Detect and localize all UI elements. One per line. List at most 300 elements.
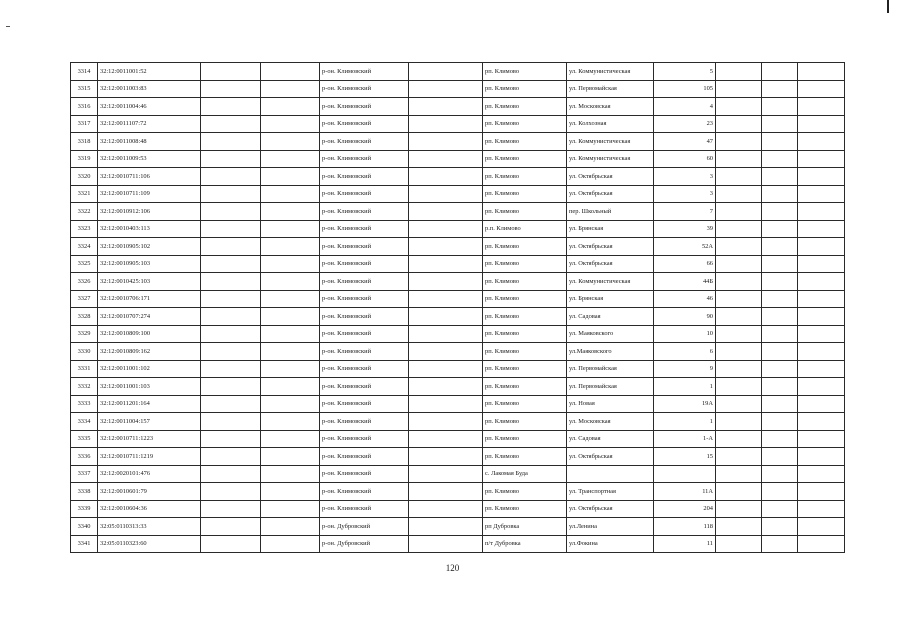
empty-cell <box>201 203 261 221</box>
district-cell: р-он. Климовский <box>320 98 409 116</box>
empty-cell <box>261 430 320 448</box>
empty-cell <box>762 325 798 343</box>
settlement-cell: рп. Климово <box>483 430 567 448</box>
street-cell: ул. Садовая <box>567 430 654 448</box>
empty-cell <box>261 395 320 413</box>
empty-cell <box>762 98 798 116</box>
empty-cell <box>716 168 762 186</box>
empty-cell <box>409 500 483 518</box>
house-number: 204 <box>654 500 716 518</box>
district-cell: р-он. Климовский <box>320 325 409 343</box>
empty-cell <box>762 150 798 168</box>
house-number: 105 <box>654 80 716 98</box>
empty-cell <box>201 255 261 273</box>
house-number: 3 <box>654 168 716 186</box>
empty-cell <box>201 220 261 238</box>
row-number: 3323 <box>71 220 98 238</box>
empty-cell <box>716 98 762 116</box>
empty-cell <box>716 80 762 98</box>
district-cell: р-он. Климовский <box>320 395 409 413</box>
empty-cell <box>409 115 483 133</box>
empty-cell <box>798 168 845 186</box>
empty-cell <box>762 185 798 203</box>
table-row <box>71 483 845 501</box>
empty-cell <box>798 80 845 98</box>
street-cell: ул. Московская <box>567 413 654 431</box>
row-number: 3325 <box>71 255 98 273</box>
district-cell: р-он. Климовский <box>320 185 409 203</box>
empty-cell <box>409 430 483 448</box>
street-cell: ул. Октябрьская <box>567 255 654 273</box>
empty-cell <box>261 98 320 116</box>
settlement-cell: рп. Климово <box>483 63 567 81</box>
empty-cell <box>261 518 320 536</box>
row-number: 3319 <box>71 150 98 168</box>
empty-cell <box>762 168 798 186</box>
row-number: 3332 <box>71 378 98 396</box>
house-number: 39 <box>654 220 716 238</box>
row-number: 3322 <box>71 203 98 221</box>
settlement-cell: с. Лакомая Буда <box>483 465 567 483</box>
empty-cell <box>409 448 483 466</box>
district-cell: р-он. Климовский <box>320 343 409 361</box>
empty-cell <box>798 290 845 308</box>
empty-cell <box>716 465 762 483</box>
table-row <box>71 133 845 151</box>
empty-cell <box>201 360 261 378</box>
street-cell: ул. Октябрьская <box>567 238 654 256</box>
table-row <box>71 98 845 116</box>
district-cell: р-он. Климовский <box>320 360 409 378</box>
house-number: 60 <box>654 150 716 168</box>
empty-cell <box>762 273 798 291</box>
district-cell: р-он. Климовский <box>320 465 409 483</box>
row-number: 3318 <box>71 133 98 151</box>
empty-cell <box>716 203 762 221</box>
empty-cell <box>716 325 762 343</box>
district-cell: р-он. Климовский <box>320 63 409 81</box>
cadastral-number: 32:12:0011107:72 <box>98 115 201 133</box>
empty-cell <box>261 63 320 81</box>
house-number: 10 <box>654 325 716 343</box>
empty-cell <box>409 203 483 221</box>
cadastral-number: 32:12:0020101:476 <box>98 465 201 483</box>
settlement-cell: рп. Климово <box>483 133 567 151</box>
house-number: 46 <box>654 290 716 308</box>
table-row <box>71 185 845 203</box>
empty-cell <box>261 203 320 221</box>
empty-cell <box>798 185 845 203</box>
empty-cell <box>716 483 762 501</box>
empty-cell <box>409 413 483 431</box>
district-cell: р-он. Дубровский <box>320 518 409 536</box>
empty-cell <box>201 168 261 186</box>
empty-cell <box>409 220 483 238</box>
row-number: 3327 <box>71 290 98 308</box>
row-number: 3336 <box>71 448 98 466</box>
house-number: 66 <box>654 255 716 273</box>
row-number: 3316 <box>71 98 98 116</box>
empty-cell <box>201 395 261 413</box>
settlement-cell: рп. Климово <box>483 80 567 98</box>
empty-cell <box>201 378 261 396</box>
row-number: 3339 <box>71 500 98 518</box>
settlement-cell: рп. Климово <box>483 483 567 501</box>
district-cell: р-он. Климовский <box>320 430 409 448</box>
property-register-table <box>70 62 845 553</box>
empty-cell <box>798 238 845 256</box>
empty-cell <box>261 413 320 431</box>
table-row <box>71 395 845 413</box>
cadastral-number: 32:05:0110323:60 <box>98 535 201 553</box>
cadastral-number: 32:12:0010905:103 <box>98 255 201 273</box>
settlement-cell: рп. Климово <box>483 500 567 518</box>
street-cell: ул. Московская <box>567 98 654 116</box>
empty-cell <box>716 535 762 553</box>
table-row <box>71 518 845 536</box>
cadastral-number: 32:12:0010706:171 <box>98 290 201 308</box>
cadastral-number: 32:12:0011003:83 <box>98 80 201 98</box>
cadastral-number: 32:12:0011001:102 <box>98 360 201 378</box>
table-row <box>71 308 845 326</box>
table-row <box>71 63 845 81</box>
district-cell: р-он. Климовский <box>320 413 409 431</box>
table-row <box>71 150 845 168</box>
empty-cell <box>201 308 261 326</box>
cadastral-number: 32:12:0010604:36 <box>98 500 201 518</box>
empty-cell <box>798 63 845 81</box>
empty-cell <box>409 483 483 501</box>
row-number: 3337 <box>71 465 98 483</box>
house-number: 47 <box>654 133 716 151</box>
empty-cell <box>716 448 762 466</box>
empty-cell <box>798 273 845 291</box>
empty-cell <box>409 290 483 308</box>
empty-cell <box>261 448 320 466</box>
house-number: 118 <box>654 518 716 536</box>
house-number: 90 <box>654 308 716 326</box>
empty-cell <box>261 500 320 518</box>
settlement-cell: рп. Климово <box>483 168 567 186</box>
empty-cell <box>261 150 320 168</box>
house-number: 1 <box>654 378 716 396</box>
row-number: 3329 <box>71 325 98 343</box>
house-number: 23 <box>654 115 716 133</box>
empty-cell <box>716 308 762 326</box>
settlement-cell: рп. Климово <box>483 203 567 221</box>
table-row <box>71 255 845 273</box>
empty-cell <box>201 115 261 133</box>
street-cell: ул. Новая <box>567 395 654 413</box>
empty-cell <box>201 185 261 203</box>
district-cell: р-он. Климовский <box>320 483 409 501</box>
cadastral-number: 32:12:0011004:46 <box>98 98 201 116</box>
empty-cell <box>261 238 320 256</box>
table-row <box>71 273 845 291</box>
empty-cell <box>762 308 798 326</box>
table-row <box>71 325 845 343</box>
row-number: 3314 <box>71 63 98 81</box>
page-number: 120 <box>445 563 460 573</box>
district-cell: р-он. Климовский <box>320 220 409 238</box>
empty-cell <box>261 343 320 361</box>
empty-cell <box>762 80 798 98</box>
empty-cell <box>261 290 320 308</box>
row-number: 3330 <box>71 343 98 361</box>
cadastral-number: 32:12:0011009:53 <box>98 150 201 168</box>
cadastral-number: 32:12:0010711:106 <box>98 168 201 186</box>
empty-cell <box>409 273 483 291</box>
row-number: 3324 <box>71 238 98 256</box>
street-cell: ул. Октябрьская <box>567 500 654 518</box>
empty-cell <box>201 343 261 361</box>
district-cell: р-он. Климовский <box>320 500 409 518</box>
empty-cell <box>261 255 320 273</box>
street-cell: ул. Колхозная <box>567 115 654 133</box>
empty-cell <box>201 98 261 116</box>
empty-cell <box>798 360 845 378</box>
empty-cell <box>201 290 261 308</box>
cadastral-number: 32:12:0010711:1219 <box>98 448 201 466</box>
settlement-cell: рп. Климово <box>483 413 567 431</box>
cadastral-number: 32:12:0011201:164 <box>98 395 201 413</box>
empty-cell <box>762 133 798 151</box>
empty-cell <box>798 115 845 133</box>
empty-cell <box>762 343 798 361</box>
settlement-cell: рп. Климово <box>483 378 567 396</box>
row-number: 3320 <box>71 168 98 186</box>
street-cell: ул. Октябрьская <box>567 185 654 203</box>
empty-cell <box>798 98 845 116</box>
empty-cell <box>716 290 762 308</box>
table-row <box>71 378 845 396</box>
house-number: 6 <box>654 343 716 361</box>
cadastral-number: 32:12:0010601:79 <box>98 483 201 501</box>
house-number: 11 <box>654 535 716 553</box>
empty-cell <box>409 360 483 378</box>
district-cell: р-он. Климовский <box>320 203 409 221</box>
empty-cell <box>409 325 483 343</box>
empty-cell <box>201 150 261 168</box>
table-row <box>71 360 845 378</box>
empty-cell <box>201 273 261 291</box>
table-row <box>71 168 845 186</box>
street-cell: ул.Фокина <box>567 535 654 553</box>
empty-cell <box>762 290 798 308</box>
house-number: 5 <box>654 63 716 81</box>
empty-cell <box>798 518 845 536</box>
empty-cell <box>798 535 845 553</box>
empty-cell <box>716 150 762 168</box>
settlement-cell: рп. Климово <box>483 115 567 133</box>
empty-cell <box>798 150 845 168</box>
empty-cell <box>716 255 762 273</box>
empty-cell <box>798 483 845 501</box>
house-number: 52А <box>654 238 716 256</box>
table-row <box>71 448 845 466</box>
empty-cell <box>201 518 261 536</box>
empty-cell <box>201 238 261 256</box>
table-row <box>71 290 845 308</box>
district-cell: р-он. Климовский <box>320 168 409 186</box>
district-cell: р-он. Климовский <box>320 308 409 326</box>
street-cell: ул. Брянская <box>567 220 654 238</box>
row-number: 3341 <box>71 535 98 553</box>
empty-cell <box>762 413 798 431</box>
house-number: 15 <box>654 448 716 466</box>
empty-cell <box>716 500 762 518</box>
street-cell: ул.Маяковского <box>567 343 654 361</box>
table-row <box>71 220 845 238</box>
empty-cell <box>716 133 762 151</box>
house-number: 3 <box>654 185 716 203</box>
district-cell: р-он. Климовский <box>320 115 409 133</box>
cadastral-number: 32:12:0011001:103 <box>98 378 201 396</box>
empty-cell <box>798 448 845 466</box>
cadastral-number: 32:12:0011004:157 <box>98 413 201 431</box>
empty-cell <box>261 80 320 98</box>
street-cell <box>567 465 654 483</box>
empty-cell <box>201 133 261 151</box>
street-cell: ул. Коммунистическая <box>567 150 654 168</box>
empty-cell <box>261 168 320 186</box>
empty-cell <box>409 98 483 116</box>
empty-cell <box>798 378 845 396</box>
district-cell: р-он. Климовский <box>320 255 409 273</box>
district-cell: р-он. Климовский <box>320 378 409 396</box>
empty-cell <box>261 185 320 203</box>
empty-cell <box>798 203 845 221</box>
empty-cell <box>798 255 845 273</box>
empty-cell <box>261 308 320 326</box>
cadastral-number: 32:12:0010711:109 <box>98 185 201 203</box>
scan-mark-right <box>887 0 889 13</box>
empty-cell <box>716 185 762 203</box>
settlement-cell: п/т Дубровка <box>483 535 567 553</box>
street-cell: ул. Октябрьская <box>567 448 654 466</box>
table-row <box>71 115 845 133</box>
street-cell: ул. Октябрьская <box>567 168 654 186</box>
empty-cell <box>762 518 798 536</box>
empty-cell <box>798 395 845 413</box>
settlement-cell: рп. Климово <box>483 308 567 326</box>
row-number: 3317 <box>71 115 98 133</box>
cadastral-number: 32:12:0011008:48 <box>98 133 201 151</box>
cadastral-number: 32:12:0010425:103 <box>98 273 201 291</box>
empty-cell <box>762 395 798 413</box>
empty-cell <box>201 483 261 501</box>
empty-cell <box>201 448 261 466</box>
street-cell: ул. Садовая <box>567 308 654 326</box>
house-number: 1 <box>654 413 716 431</box>
empty-cell <box>798 465 845 483</box>
empty-cell <box>409 255 483 273</box>
empty-cell <box>762 115 798 133</box>
settlement-cell: рп. Климово <box>483 185 567 203</box>
street-cell: ул. Коммунистическая <box>567 273 654 291</box>
house-number: 4 <box>654 98 716 116</box>
empty-cell <box>762 378 798 396</box>
table-row <box>71 430 845 448</box>
empty-cell <box>409 465 483 483</box>
empty-cell <box>762 483 798 501</box>
row-number: 3321 <box>71 185 98 203</box>
row-number: 3333 <box>71 395 98 413</box>
empty-cell <box>716 378 762 396</box>
empty-cell <box>409 185 483 203</box>
empty-cell <box>762 360 798 378</box>
district-cell: р-он. Климовский <box>320 133 409 151</box>
empty-cell <box>716 220 762 238</box>
table-row <box>71 535 845 553</box>
empty-cell <box>716 115 762 133</box>
cadastral-number: 32:12:0010809:100 <box>98 325 201 343</box>
house-number: 19А <box>654 395 716 413</box>
empty-cell <box>798 430 845 448</box>
house-number: 9 <box>654 360 716 378</box>
district-cell: р-он. Климовский <box>320 448 409 466</box>
empty-cell <box>409 378 483 396</box>
empty-cell <box>798 325 845 343</box>
settlement-cell: рп. Климово <box>483 325 567 343</box>
row-number: 3331 <box>71 360 98 378</box>
house-number <box>654 465 716 483</box>
district-cell: р-он. Климовский <box>320 273 409 291</box>
empty-cell <box>716 395 762 413</box>
street-cell: ул. Первомайская <box>567 360 654 378</box>
empty-cell <box>261 535 320 553</box>
table-row <box>71 413 845 431</box>
empty-cell <box>409 343 483 361</box>
empty-cell <box>716 360 762 378</box>
empty-cell <box>716 63 762 81</box>
row-number: 3315 <box>71 80 98 98</box>
settlement-cell: рп. Климово <box>483 343 567 361</box>
empty-cell <box>409 63 483 81</box>
empty-cell <box>762 448 798 466</box>
empty-cell <box>762 500 798 518</box>
district-cell: р-он. Климовский <box>320 290 409 308</box>
house-number: 7 <box>654 203 716 221</box>
settlement-cell: р.п. Климово <box>483 220 567 238</box>
empty-cell <box>201 413 261 431</box>
empty-cell <box>201 63 261 81</box>
empty-cell <box>261 360 320 378</box>
empty-cell <box>762 203 798 221</box>
empty-cell <box>798 133 845 151</box>
empty-cell <box>261 115 320 133</box>
empty-cell <box>716 273 762 291</box>
empty-cell <box>201 430 261 448</box>
register-body <box>71 63 845 553</box>
street-cell: ул.Ленина <box>567 518 654 536</box>
row-number: 3338 <box>71 483 98 501</box>
row-number: 3335 <box>71 430 98 448</box>
empty-cell <box>798 413 845 431</box>
district-cell: р-он. Климовский <box>320 150 409 168</box>
empty-cell <box>716 238 762 256</box>
empty-cell <box>762 535 798 553</box>
table-row <box>71 80 845 98</box>
settlement-cell: рп. Климово <box>483 255 567 273</box>
cadastral-number: 32:12:0011001:52 <box>98 63 201 81</box>
empty-cell <box>201 535 261 553</box>
empty-cell <box>261 465 320 483</box>
empty-cell <box>798 500 845 518</box>
cadastral-number: 32:12:0010809:162 <box>98 343 201 361</box>
empty-cell <box>261 483 320 501</box>
empty-cell <box>716 413 762 431</box>
